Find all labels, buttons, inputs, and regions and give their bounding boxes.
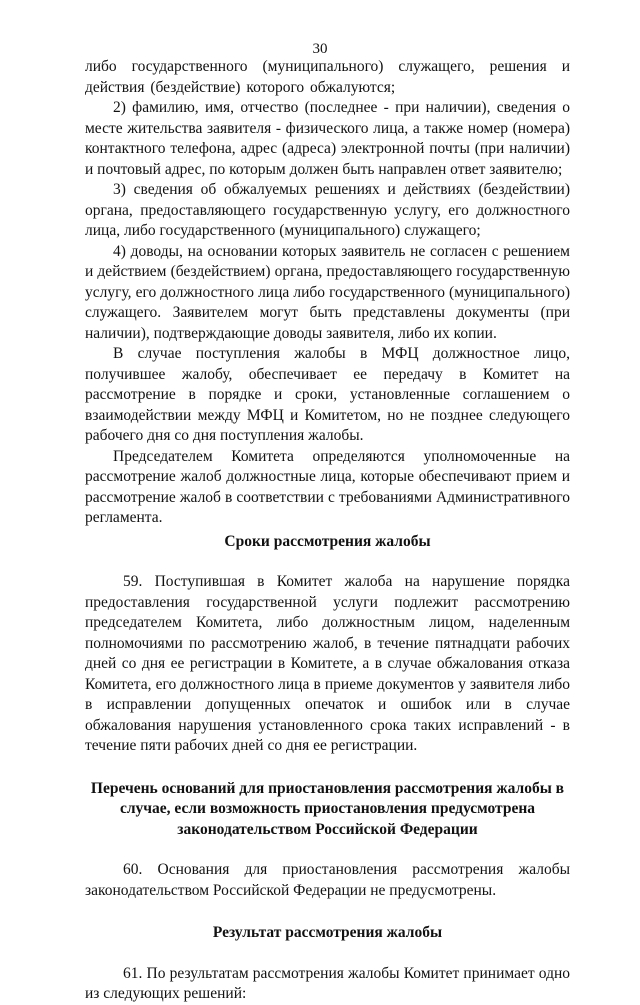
paragraph-item-2: 2) фамилию, имя, отчество (последнее - при наличии), сведения о месте жительства заявителя - физического лица, а также номер (номера) контактного телефона, адрес (адреса) электронной почты (при наличии) и почтовый адрес, по которым должен быть направлен ответ заявителю; <box>85 99 570 178</box>
paragraph-item-3: 3) сведения об обжалуемых решениях и действиях (бездействии) органа, предоставляющего государственную услугу, его должностного лица, либо государственного (муниципального) служащего; <box>85 181 570 239</box>
heading-review-result: Результат рассмотрения жалобы <box>212 924 443 941</box>
heading-review-terms: Сроки рассмотрения жалобы <box>224 532 431 550</box>
paragraph-continuation: либо государственного (муниципального) служащего, решения и действия (бездействие) которого обжалуются; <box>85 58 570 96</box>
paragraph-item-4: 4) доводы, на основании которых заявитель не согласен с решением и действием (бездействием) органа, предоставляющего государственную услугу, его должностного лица либо государственного (муниципального) служащего. Заявителем могут быть представлены документы (при наличии), подтверждающие доводы заявителя, либо их копии. <box>85 242 570 342</box>
paragraph-61: 61. По результатам рассмотрения жалобы Комитет принимает одно из следующих решений: <box>85 964 570 1002</box>
page-number: 30 <box>312 41 328 57</box>
document-body <box>85 57 570 1005</box>
paragraph-chairman: Председателем Комитета определяются уполномоченные на рассмотрение жалоб должностные лица, которые обеспечивают прием и рассмотрение жалоб в соответствии с требованиями Административного регламента. <box>85 447 570 526</box>
paragraph-mfc: В случае поступления жалобы в МФЦ должностное лицо, получившее жалобу, обеспечивает ее передачу в Комитет на рассмотрение в порядке и сроки, установленные соглашением о взаимодействии между МФЦ и Комитетом, но не позднее следующего рабочего дня со дня поступления жалобы. <box>85 345 570 444</box>
paragraph-60: 60. Основания для приостановления рассмотрения жалобы законодательством Российской Федерации не предусмотрены. <box>85 861 570 899</box>
paragraph-59: 59. Поступившая в Комитет жалоба на нарушение порядка предоставления государственной услуги подлежит рассмотрению председателем Комитета, либо должностным лицом, наделенным полномочиями по рассмотрению жалоб, в течение пятнадцати рабочих дней со дня ее регистрации в Комитете, а в случае обжалования отказа Комитета, его должностного лица в приеме документов у заявителя либо в исправлении допущенных опечаток и ошибок или в случае обжалования нарушения установленного срока таких исправлений - в течение пяти рабочих дней со дня ее регистрации. <box>85 573 570 754</box>
heading-suspension-grounds: Перечень оснований для приостановления рассмотрения жалобы в случае, если возможность приостановления предусмотрена законодательством Российской Федерации <box>90 779 565 838</box>
